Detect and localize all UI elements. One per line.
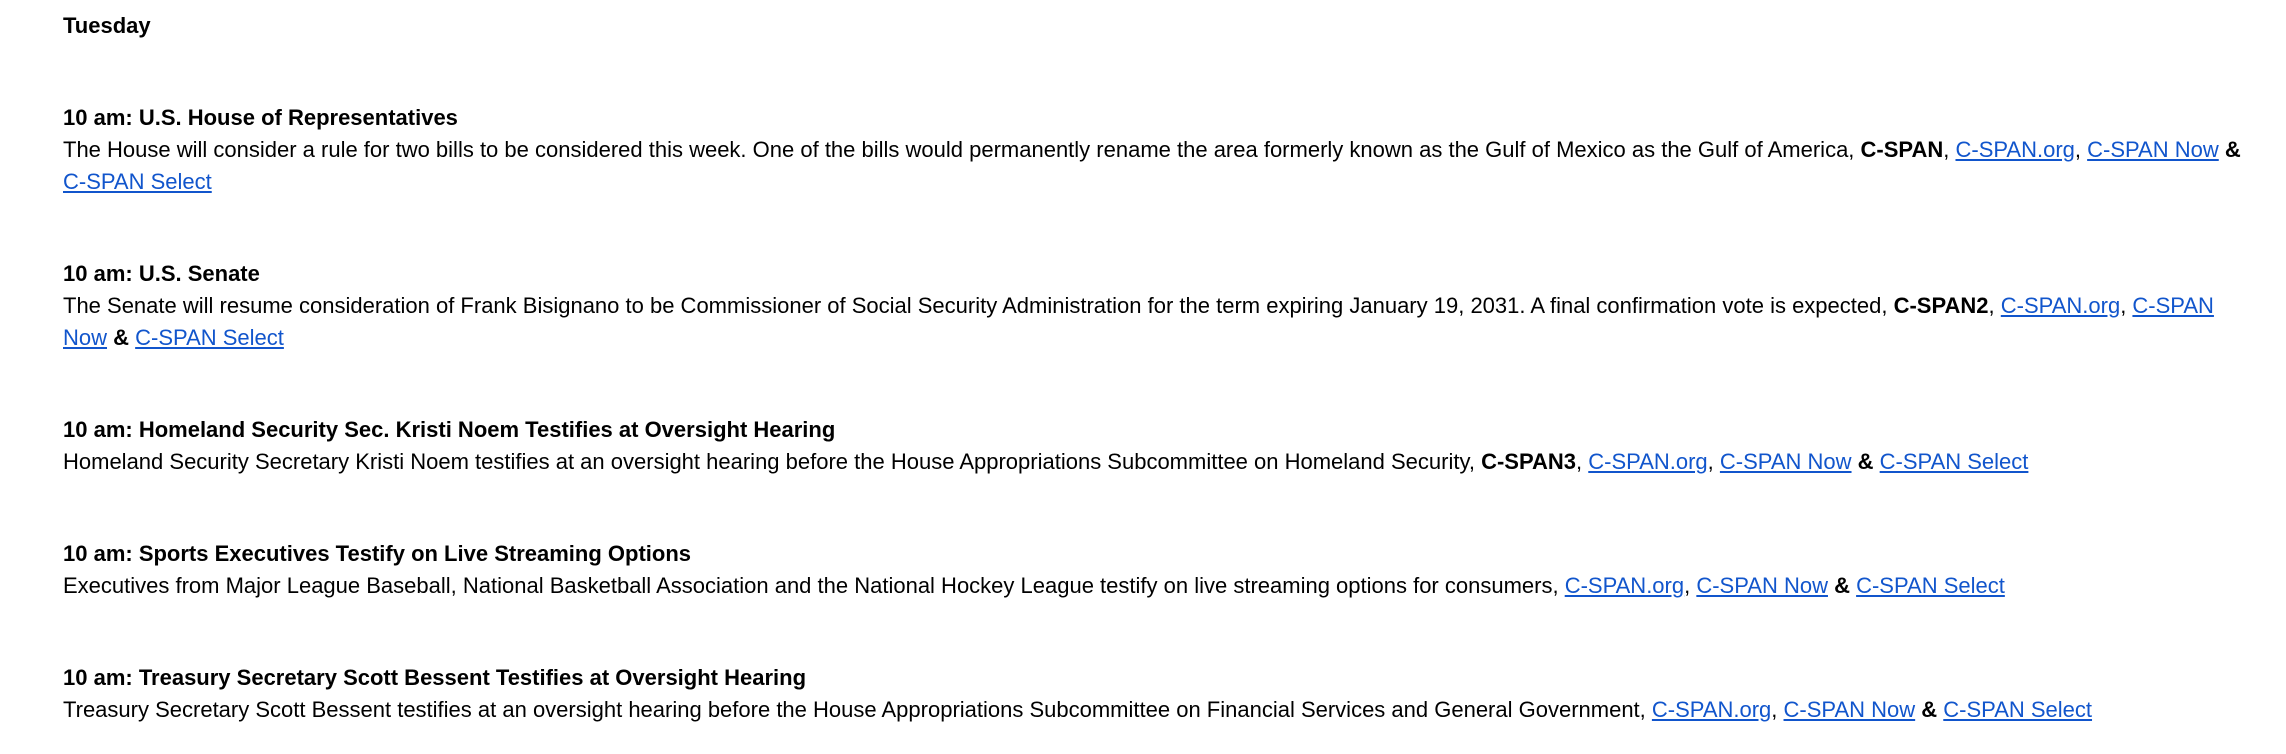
event-description xyxy=(63,694,2243,726)
separator-comma: , xyxy=(1771,697,1784,722)
event-title: 10 am: Homeland Security Sec. Kristi Noem Testifies at Oversight Hearing xyxy=(63,417,836,442)
event-description xyxy=(63,570,2243,602)
event-description xyxy=(63,134,2243,198)
cspan-select-link[interactable]: C-SPAN Select xyxy=(1879,449,2029,474)
separator-amp: & xyxy=(2218,137,2241,162)
cspan-select-link[interactable]: C-SPAN Select xyxy=(1943,697,2093,722)
event-description-text: The Senate will resume consideration of Frank Bisignano to be Commissioner of Social Security Administration for the term expiring January 19, 2031. A final confirmation vote is expected, xyxy=(63,293,1894,318)
separator-comma: , xyxy=(2074,137,2088,162)
cspan-now-link[interactable]: C-SPAN Now xyxy=(2087,137,2219,162)
event-item xyxy=(63,662,2243,726)
event-description-text: Treasury Secretary Scott Bessent testifies at an oversight hearing before the House Appropriations Subcommittee on Financial Services and General Government, xyxy=(63,697,1652,722)
cspan-now-link[interactable]: C-SPAN Now xyxy=(1719,449,1852,474)
separator-amp: & xyxy=(1915,697,1944,722)
event-item xyxy=(63,102,2243,198)
cspan-org-link[interactable]: C-SPAN.org xyxy=(1564,573,1685,598)
day-heading: Tuesday xyxy=(63,13,151,38)
event-title: 10 am: U.S. House of Representatives xyxy=(63,105,458,130)
cspan-org-link[interactable]: C-SPAN.org xyxy=(2000,293,2121,318)
separator-amp: & xyxy=(107,325,136,350)
cspan-org-link[interactable]: C-SPAN.org xyxy=(1955,137,2075,162)
cspan-org-link[interactable]: C-SPAN.org xyxy=(1651,697,1772,722)
event-description xyxy=(63,290,2243,354)
cspan-now-link[interactable]: C-SPAN Now xyxy=(1783,697,1916,722)
event-description-text: Executives from Major League Baseball, National Basketball Association and the National Hockey League testify on live streaming options for consumers, xyxy=(63,573,1565,598)
event-item xyxy=(63,538,2243,602)
schedule-page xyxy=(63,10,2243,726)
separator-comma: , xyxy=(2120,293,2133,318)
event-description-text: The House will consider a rule for two bills to be considered this week. One of the bills would permanently rename the area formerly known as the Gulf of Mexico as the Gulf of America, xyxy=(63,137,1861,162)
event-title: 10 am: Sports Executives Testify on Live Streaming Options xyxy=(63,541,691,566)
separator-comma: , xyxy=(1684,573,1697,598)
cspan-now-link[interactable]: C-SPAN Now xyxy=(63,293,2214,350)
event-item xyxy=(63,258,2243,354)
cspan-select-link[interactable]: C-SPAN Select xyxy=(135,325,284,350)
event-description xyxy=(63,446,2243,478)
separator-comma: , xyxy=(1943,137,1956,162)
event-item xyxy=(63,414,2243,478)
network-label: C-SPAN3 xyxy=(1481,449,1577,474)
cspan-select-link[interactable]: C-SPAN Select xyxy=(1856,573,2005,598)
cspan-now-link[interactable]: C-SPAN Now xyxy=(1696,573,1828,598)
separator-comma: , xyxy=(1576,449,1589,474)
event-description-text: Homeland Security Secretary Kristi Noem testifies at an oversight hearing before the House Appropriations Subcommittee on Homeland Security, xyxy=(63,449,1482,474)
cspan-org-link[interactable]: C-SPAN.org xyxy=(1588,449,1708,474)
separator-comma: , xyxy=(1707,449,1720,474)
separator-amp: & xyxy=(1827,573,1857,598)
event-title: 10 am: Treasury Secretary Scott Bessent Testifies at Oversight Hearing xyxy=(63,665,807,690)
network-label: C-SPAN2 xyxy=(1893,293,1989,318)
network-label: C-SPAN xyxy=(1860,137,1944,162)
separator-amp: & xyxy=(1851,449,1880,474)
separator-comma: , xyxy=(1988,293,2001,318)
event-title: 10 am: U.S. Senate xyxy=(63,261,260,286)
cspan-select-link[interactable]: C-SPAN Select xyxy=(63,169,212,194)
